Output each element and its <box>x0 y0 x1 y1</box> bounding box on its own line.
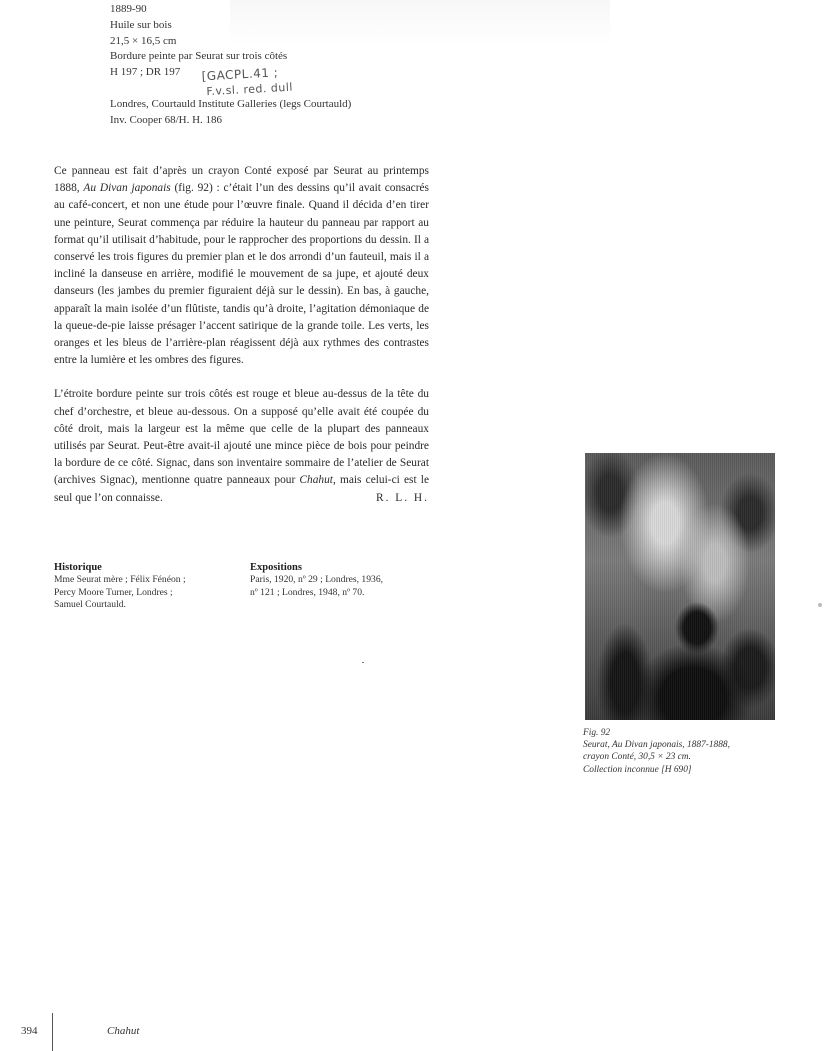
expositions-line: Paris, 1920, nº 29 ; Londres, 1936, <box>250 574 384 585</box>
figure-92-image <box>585 453 775 720</box>
artwork-metadata <box>110 2 351 129</box>
handwritten-line-1: [GACPL.41 ; <box>201 65 279 84</box>
essay-text <box>54 163 429 507</box>
speck-mark <box>362 662 364 663</box>
caption-artist-title: Seurat, Au Divan japonais, 1887-1888, <box>583 740 730 751</box>
metadata-location: Londres, Courtauld Institute Galleries (legs Courtauld) <box>110 97 352 110</box>
expositions-line: nº 121 ; Londres, 1948, nº 70. <box>250 586 365 598</box>
author-initials: R. L. H. <box>375 491 429 504</box>
historique-line: Percy Moore Turner, Londres ; <box>54 586 173 598</box>
handwritten-line-2: F.v.sl. red. dull <box>206 80 294 99</box>
metadata-border-note: Bordure peinte par Seurat sur trois côtés <box>110 50 288 63</box>
historique-line: Mme Seurat mère ; Félix Fénéon ; <box>54 574 186 585</box>
paragraph-2-work-title: Chahut <box>299 474 333 487</box>
historique-line: Samuel Courtauld. <box>54 599 126 611</box>
metadata-date: 1889-90 <box>110 3 147 15</box>
paragraph-2-text-a: L’étroite bordure peinte sur trois côtés est rouge et bleue au-dessus de la tête du chef d’orchestre, et bleue au-dessous. On a supposé qu’elle avait été coupée du côté droit, mais la largeur est la même que celle de la plupart des panneaux utilisés par Seurat. Peut-être avait-il ajouté une mince pièce de bois pour peindre la bordure de ce côté. Signac, dans son inventaire sommaire de l’atelier de Seurat (archives Signac), mentionne quatre panneaux pour <box>54 388 429 487</box>
caption-figure-number: Fig. 92 <box>583 728 611 738</box>
paragraph-2-text-b: , mais celui-ci est le seul que l’on connaisse. <box>54 474 429 504</box>
page-number: 394 <box>21 1025 38 1037</box>
metadata-catalogue-refs: H 197 ; DR 197 <box>110 66 181 79</box>
handwritten-annotation <box>201 65 293 100</box>
historique-heading: Historique <box>54 562 102 573</box>
essay-paragraph-1 <box>54 163 429 369</box>
expositions-heading: Expositions <box>250 562 302 573</box>
paragraph-1-work-title: Au Divan japonais <box>83 182 171 195</box>
essay-paragraph-2 <box>54 386 429 506</box>
historique-section <box>54 561 186 612</box>
running-title: Chahut <box>107 1025 140 1037</box>
paragraph-1-text-b: (fig. 92) : c’était l’un des dessins qu’il avait consacrés au café-concert, et non une étude pour l’œuvre finale. Quand il décida d’en tirer une peinture, Seurat commença par réduire la hauteur du panneau par rapport au format qu’il utilisait d’habitude, pour le rapprocher des proportions du dessin. Il a conservé les trois figures du premier plan et le dos arrondi d’un fauteuil, mais il a incliné la danseuse en arrière, modifié le mouvement de sa jupe, et ajouté deux danseurs (les jambes du premier figuraient déjà sur le dessin). En bas, à gauche, apparaît la main isolée d’un flûtiste, tandis qu’à droite, l’agitation démoniaque de la queue-de-pie laisse présager l’accent satirique de la grande toile. Les verts, les oranges et les bleus de l’arrière-plan réagissent déjà aux rythmes des contrastes entre la lumière et les ombres des figures. <box>54 182 429 367</box>
caption-medium: crayon Conté, 30,5 × 23 cm. <box>583 752 691 763</box>
metadata-dimensions: 21,5 × 16,5 cm <box>110 34 177 47</box>
figure-caption <box>583 727 730 776</box>
footer-divider <box>52 1013 53 1051</box>
caption-collection: Collection inconnue [H 690] <box>583 764 692 775</box>
metadata-medium: Huile sur bois <box>110 18 172 31</box>
edge-speck <box>818 603 822 607</box>
expositions-section <box>250 561 383 599</box>
metadata-inventory: Inv. Cooper 68/H. H. 186 <box>110 113 223 126</box>
paragraph-1-text-a: Ce panneau est fait d’après un crayon Conté exposé par Seurat au printemps 1888, <box>54 165 429 195</box>
